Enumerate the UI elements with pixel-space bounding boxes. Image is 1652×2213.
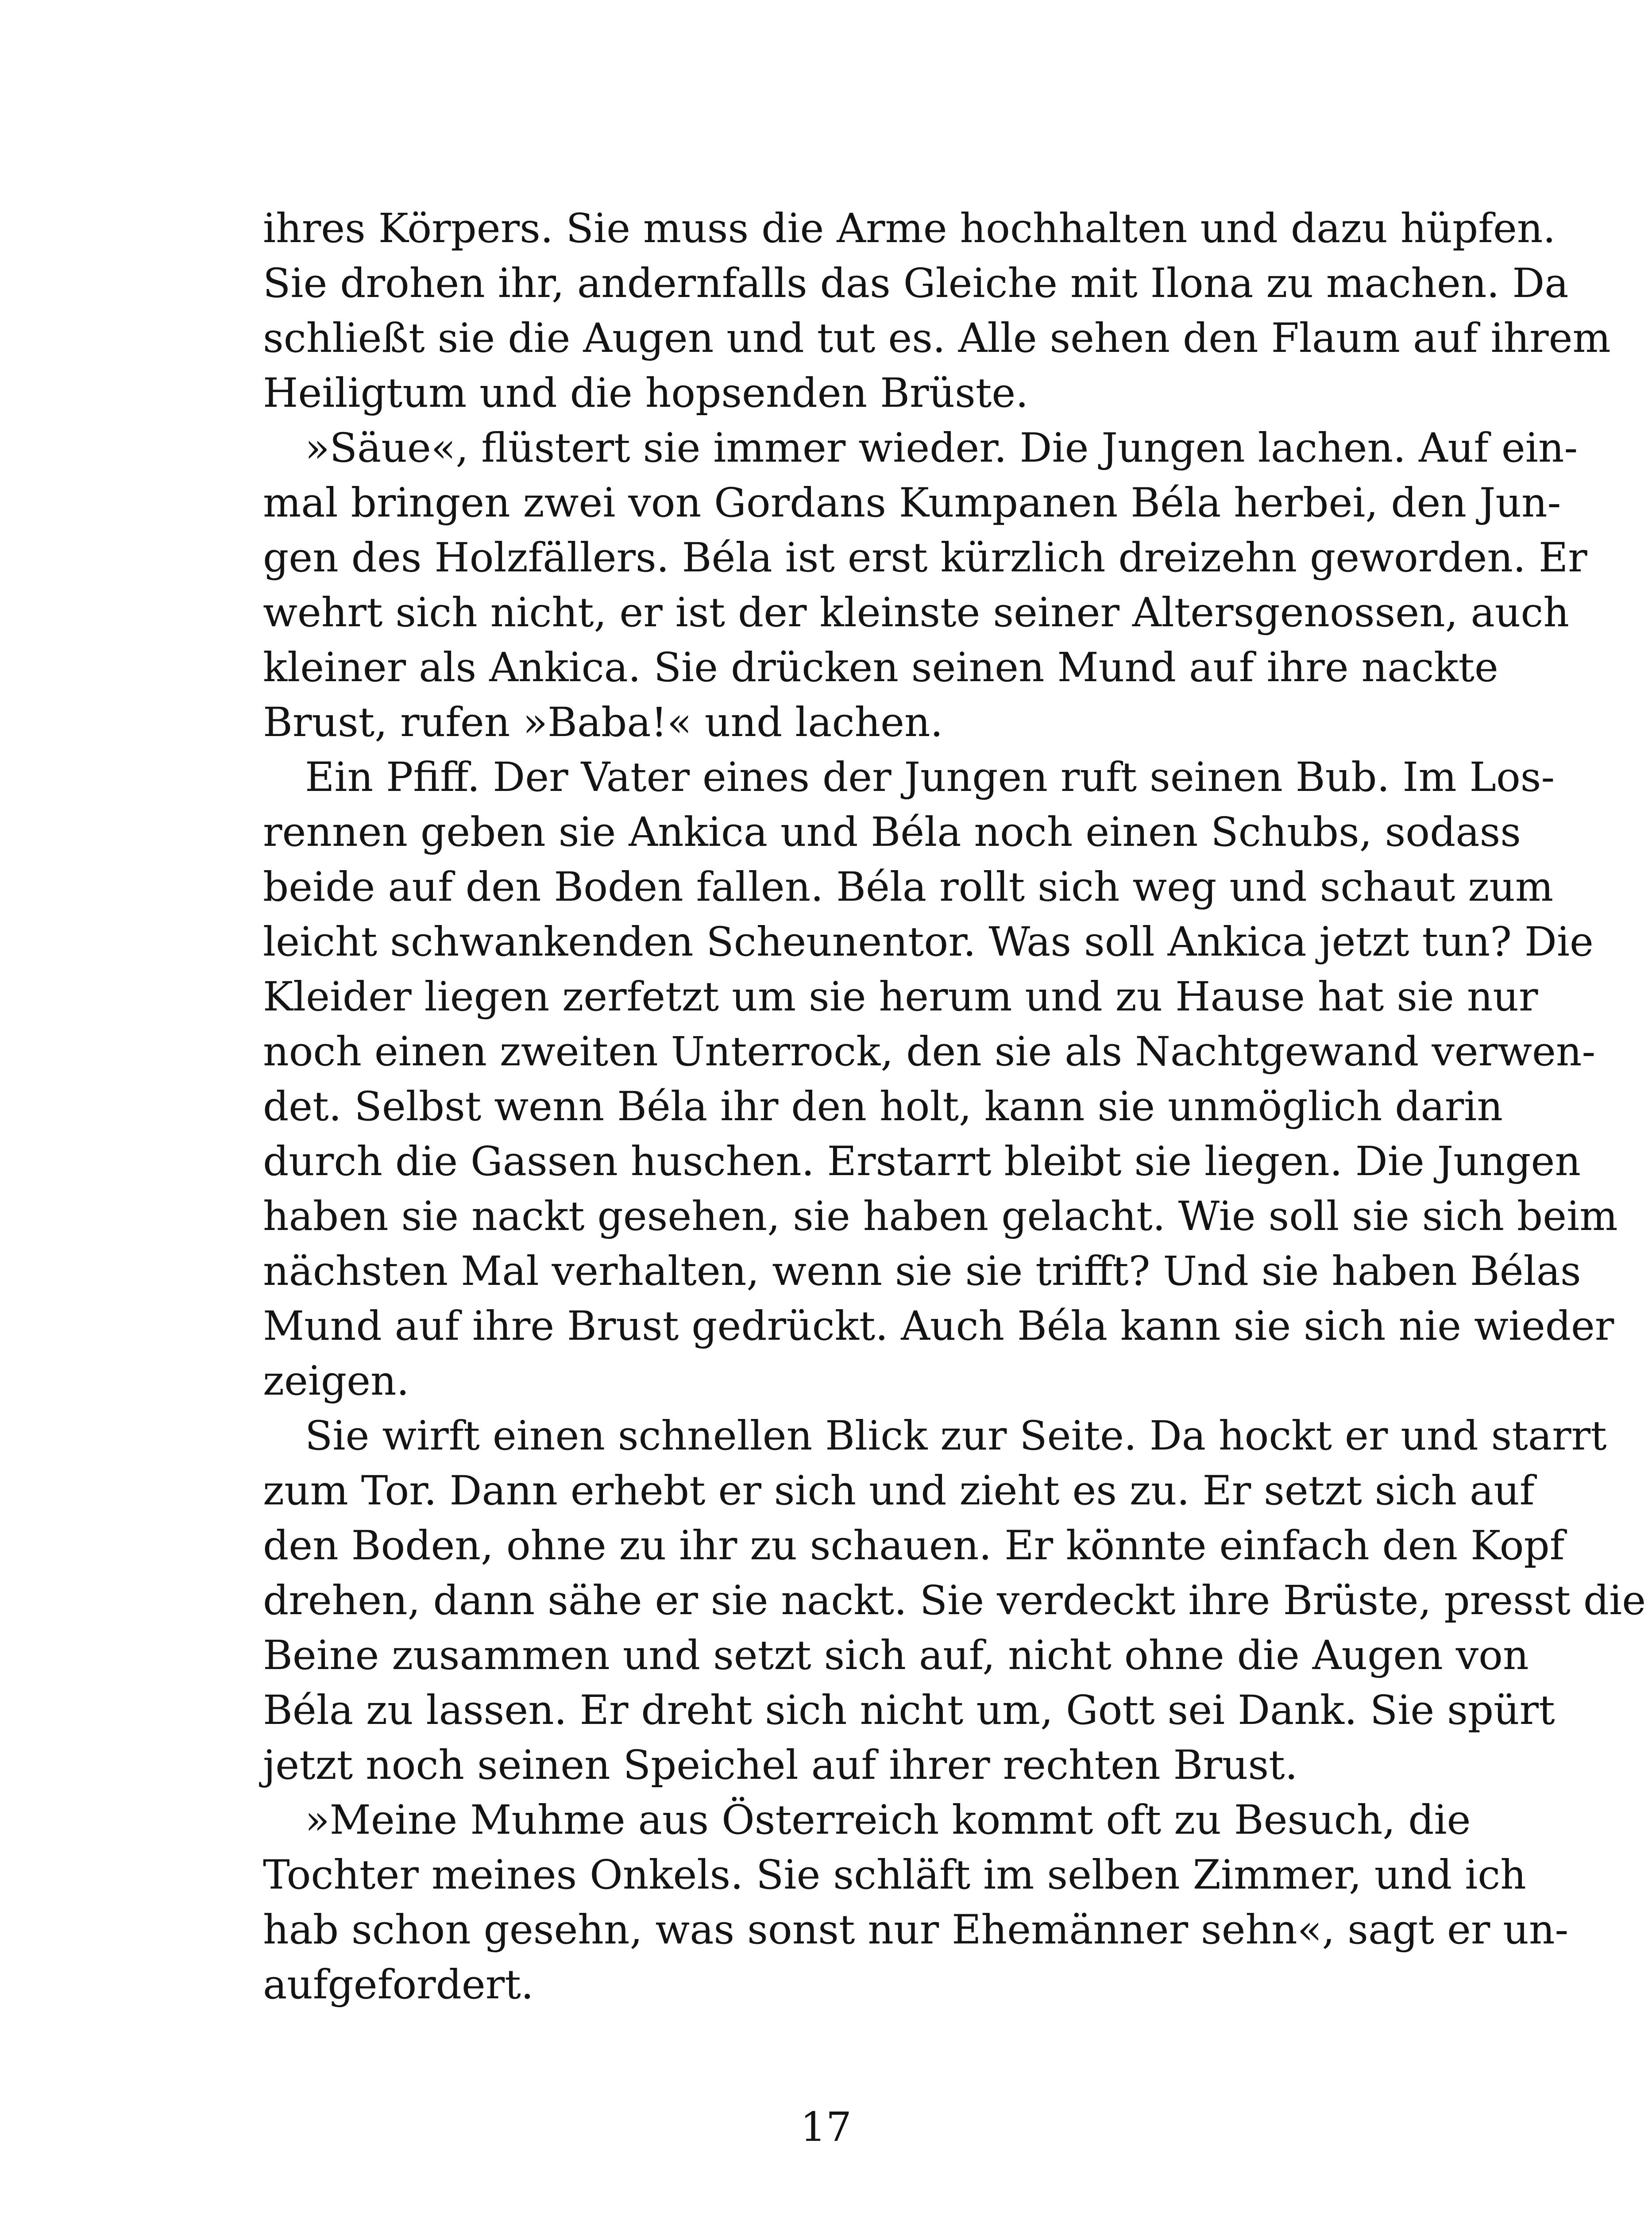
text-line: ihres Körpers. Sie muss die Arme hochhalten und dazu hüpfen. — [263, 205, 1556, 252]
text-line: Sie wirft einen schnellen Blick zur Seite. Da hockt er und starrt — [305, 1413, 1607, 1459]
text-line: den Boden, ohne zu ihr zu schauen. Er könnte einfach den Kopf — [263, 1523, 1565, 1569]
text-line: beide auf den Boden fallen. Béla rollt sich weg und schaut zum — [263, 864, 1554, 910]
text-line: Brust, rufen »Baba!« und lachen. — [263, 699, 943, 746]
text-line: hab schon gesehn, was sonst nur Ehemänner sehn«, sagt er un- — [263, 1907, 1569, 1953]
text-line: schließt sie die Augen und tut es. Alle sehen den Flaum auf ihrem — [263, 315, 1611, 362]
text-line: Tochter meines Onkels. Sie schläft im selben Zimmer, und ich — [263, 1852, 1526, 1898]
text-line: Sie drohen ihr, andernfalls das Gleiche mit Ilona zu machen. Da — [263, 260, 1569, 307]
text-line: Ein Pfiff. Der Vater eines der Jungen ruft seinen Bub. Im Los- — [305, 754, 1555, 801]
text-line: »Säue«, flüstert sie immer wieder. Die Jungen lachen. Auf ein- — [305, 425, 1578, 471]
text-line: mal bringen zwei von Gordans Kumpanen Béla herbei, den Jun- — [263, 480, 1561, 526]
text-line: »Meine Muhme aus Österreich kommt oft zu Besuch, die — [305, 1797, 1471, 1843]
text-line: rennen geben sie Ankica und Béla noch einen Schubs, sodass — [263, 809, 1521, 856]
text-line: zum Tor. Dann erhebt er sich und zieht es zu. Er setzt sich auf — [263, 1468, 1535, 1514]
text-line: det. Selbst wenn Béla ihr den holt, kann sie unmöglich darin — [263, 1083, 1503, 1130]
text-line: wehrt sich nicht, er ist der kleinste seiner Altersgenossen, auch — [263, 590, 1569, 636]
text-line: zeigen. — [263, 1358, 409, 1404]
body-text — [263, 201, 1646, 2013]
text-line: aufgefordert. — [263, 1962, 534, 2008]
text-line: noch einen zweiten Unterrock, den sie als Nachtgewand verwen- — [263, 1029, 1596, 1075]
text-line: Kleider liegen zerfetzt um sie herum und zu Hause hat sie nur — [263, 974, 1538, 1020]
text-line: Mund auf ihre Brust gedrückt. Auch Béla kann sie sich nie wieder — [263, 1303, 1614, 1349]
page-number: 17 — [800, 2104, 852, 2151]
text-line: drehen, dann sähe er sie nackt. Sie verdeckt ihre Brüste, presst die — [263, 1577, 1646, 1624]
text-line: leicht schwankenden Scheunentor. Was soll Ankica jetzt tun? Die — [263, 919, 1594, 965]
text-line: Heiligtum und die hopsenden Brüste. — [263, 370, 1029, 416]
text-line: Beine zusammen und setzt sich auf, nicht ohne die Augen von — [263, 1632, 1529, 1679]
text-line: jetzt noch seinen Speichel auf ihrer rechten Brust. — [263, 1742, 1298, 1789]
text-line: haben sie nackt gesehen, sie haben gelacht. Wie soll sie sich beim — [263, 1193, 1618, 1240]
text-line: Béla zu lassen. Er dreht sich nicht um, Gott sei Dank. Sie spürt — [263, 1687, 1555, 1734]
text-line: gen des Holzfällers. Béla ist erst kürzlich dreizehn geworden. Er — [263, 535, 1587, 581]
text-line: durch die Gassen huschen. Erstarrt bleibt sie liegen. Die Jungen — [263, 1138, 1581, 1185]
text-line: kleiner als Ankica. Sie drücken seinen Mund auf ihre nackte — [263, 644, 1498, 691]
text-line: nächsten Mal verhalten, wenn sie sie trifft? Und sie haben Bélas — [263, 1248, 1581, 1295]
